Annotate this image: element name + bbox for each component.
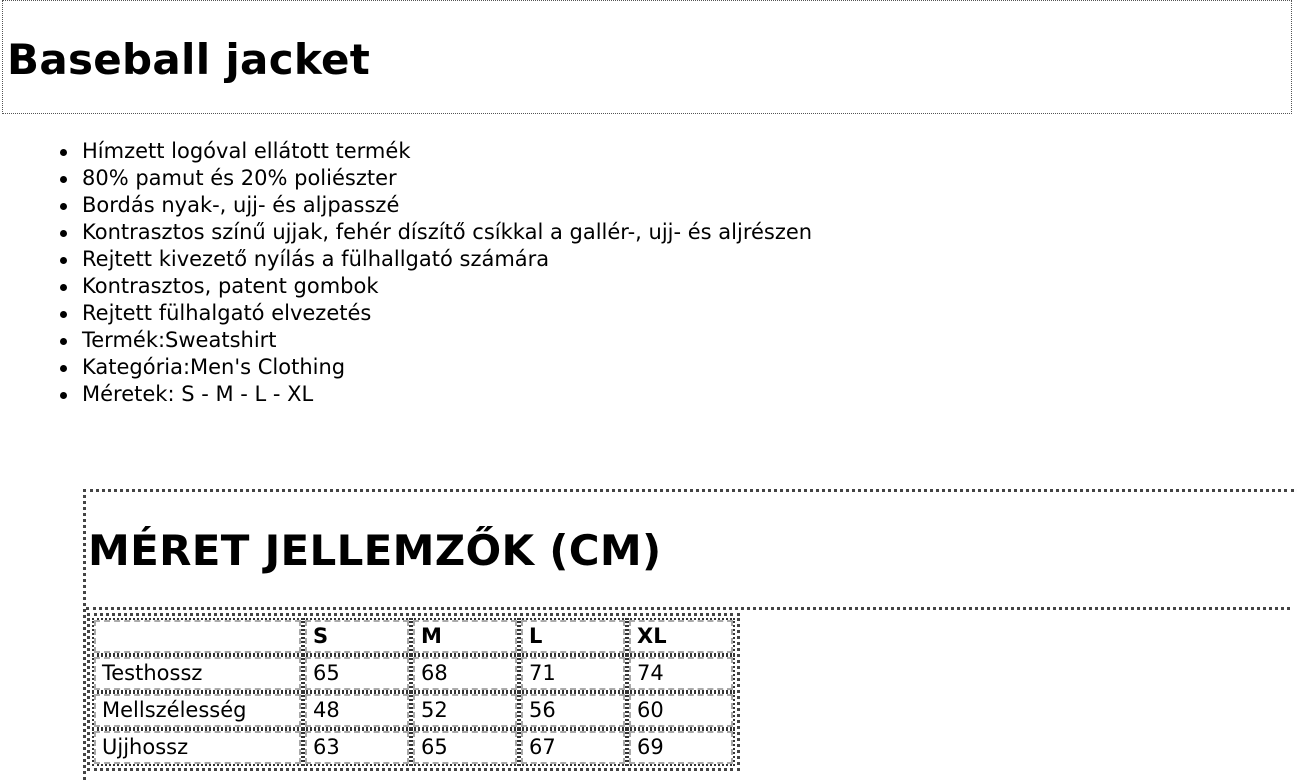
- table-cell: 52: [413, 694, 517, 727]
- title-section: [2, 0, 1292, 114]
- table-row: [94, 731, 733, 764]
- table-cell: 71: [521, 657, 625, 690]
- list-item: Kontrasztos, patent gombok: [82, 273, 812, 300]
- size-table: [87, 613, 740, 771]
- list-item: Termék:Sweatshirt: [82, 327, 812, 354]
- table-cell: 74: [629, 657, 733, 690]
- table-header-cell: XL: [629, 620, 733, 653]
- table-cell: Mellszélesség: [94, 694, 301, 727]
- list-item: Rejtett kivezető nyílás a fülhallgató számára: [82, 246, 812, 273]
- table-cell: 60: [629, 694, 733, 727]
- table-cell: 67: [521, 731, 625, 764]
- table-cell: 68: [413, 657, 517, 690]
- page-title: Baseball jacket: [7, 35, 371, 84]
- list-item: Méretek: S - M - L - XL: [82, 381, 812, 408]
- list-item: Rejtett fülhalgató elvezetés: [82, 300, 812, 327]
- table-header-cell: L: [521, 620, 625, 653]
- table-header-row: [94, 620, 733, 653]
- table-cell: 63: [305, 731, 409, 764]
- feature-list: [82, 138, 812, 408]
- table-cell: Testhossz: [94, 657, 301, 690]
- table-cell: 65: [305, 657, 409, 690]
- table-cell: 69: [629, 731, 733, 764]
- table-cell: 56: [521, 694, 625, 727]
- list-item: Bordás nyak-, ujj- és aljpasszé: [82, 192, 812, 219]
- list-item: Kontrasztos színű ujjak, fehér díszítő csíkkal a gallér-, ujj- és aljrészen: [82, 220, 813, 244]
- table-header-cell: S: [305, 620, 409, 653]
- list-item: Hímzett logóval ellátott termék: [82, 138, 812, 165]
- table-cell: Ujjhossz: [94, 731, 301, 764]
- table-row: [94, 694, 733, 727]
- list-item: Kategória:Men's Clothing: [82, 354, 812, 381]
- size-chart-heading: MÉRET JELLEMZŐK (CM): [88, 526, 662, 575]
- table-header-cell: [94, 620, 301, 653]
- table-row: [94, 657, 733, 690]
- table-cell: 48: [305, 694, 409, 727]
- size-chart-section: [83, 489, 1294, 780]
- list-item: 80% pamut és 20% poliészter: [82, 165, 812, 192]
- table-header-cell: M: [413, 620, 517, 653]
- table-cell: 65: [413, 731, 517, 764]
